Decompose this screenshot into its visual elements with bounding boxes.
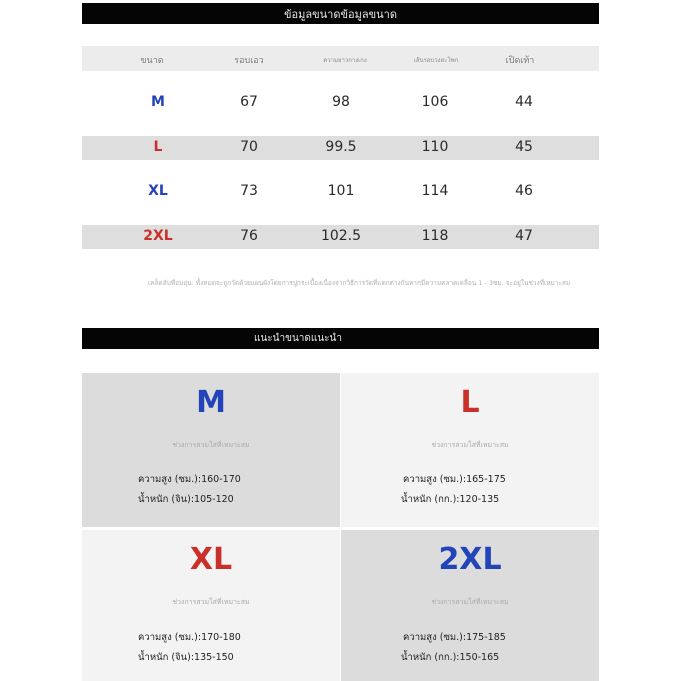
- size-card-2xl: [341, 530, 599, 681]
- size-info-title: ข้อมูลขนาดข้อมูลขนาด: [284, 7, 397, 21]
- card-weight: น้ำหนัก (จิน):135-150: [138, 652, 234, 663]
- table-row: [82, 180, 599, 204]
- card-size-label: L: [460, 385, 480, 420]
- table-row: [82, 91, 599, 115]
- card-subtitle: ช่วงการสวมใส่ที่เหมาะสม: [431, 441, 509, 449]
- length-cell: 101: [327, 183, 355, 199]
- header-foot: เปิดเท้า: [505, 56, 535, 66]
- header-length: ความยาวกางเกง: [323, 57, 367, 64]
- size-card-l: [341, 373, 599, 527]
- card-subtitle: ช่วงการสวมใส่ที่เหมาะสม: [172, 598, 250, 606]
- waist-cell: 73: [240, 183, 258, 199]
- foot-cell: 46: [515, 183, 533, 199]
- card-height: ความสูง (ซม.):165-175: [403, 474, 506, 485]
- foot-cell: 47: [515, 228, 533, 244]
- waist-cell: 70: [240, 139, 258, 155]
- recommend-title-bar: [82, 328, 599, 349]
- size-cell: L: [153, 139, 163, 155]
- size-cell: 2XL: [143, 228, 173, 244]
- card-weight: น้ำหนัก (จิน):105-120: [138, 494, 234, 505]
- card-subtitle: ช่วงการสวมใส่ที่เหมาะสม: [431, 598, 509, 606]
- card-size-label: XL: [189, 542, 233, 577]
- size-cell: XL: [148, 183, 168, 199]
- header-waist: รอบเอว: [234, 56, 264, 66]
- waist-cell: 67: [240, 94, 258, 110]
- recommend-title: แนะนำขนาดแนะนำ: [254, 333, 342, 344]
- table-header-row: [82, 46, 599, 71]
- card-weight: น้ำหนัก (กก.):120-135: [401, 494, 500, 505]
- card-height: ความสูง (ซม.):160-170: [138, 474, 241, 485]
- card-height: ความสูง (ซม.):170-180: [138, 632, 241, 643]
- length-cell: 98: [332, 94, 350, 110]
- size-info-title-bar: [82, 3, 599, 24]
- hip-cell: 106: [421, 94, 449, 110]
- hip-cell: 110: [421, 139, 449, 155]
- card-height: ความสูง (ซม.):175-185: [403, 632, 506, 643]
- length-cell: 102.5: [320, 228, 362, 244]
- table-row: [82, 225, 599, 249]
- header-size: ขนาด: [140, 56, 164, 66]
- card-size-label: 2XL: [438, 542, 502, 577]
- size-card-xl: [82, 530, 340, 681]
- hip-cell: 114: [421, 183, 449, 199]
- hip-cell: 118: [421, 228, 449, 244]
- size-card-m: [82, 373, 340, 527]
- length-cell: 99.5: [325, 139, 357, 155]
- measurement-note: เคล็ดลับที่อบอุ่น: ทั้งหมดจะถูกวัดด้วยแผนผังโดยการปูกระเบื้องเนื่องจากวิธีการวัดที่แตกต่างกันหากมีความคลาดเคลื่อน 1 - 3ซม. จะอยู่ในช่วงที่เหมาะสม: [148, 279, 571, 287]
- waist-cell: 76: [240, 228, 258, 244]
- card-size-label: M: [196, 385, 226, 420]
- size-cell: M: [151, 94, 165, 110]
- foot-cell: 45: [515, 139, 533, 155]
- card-weight: น้ำหนัก (กก.):150-165: [401, 652, 500, 663]
- header-hip: เส้นรอบวงสะโพก: [413, 57, 459, 64]
- table-row: [82, 136, 599, 160]
- card-subtitle: ช่วงการสวมใส่ที่เหมาะสม: [172, 441, 250, 449]
- foot-cell: 44: [515, 94, 533, 110]
- size-table: [82, 46, 599, 249]
